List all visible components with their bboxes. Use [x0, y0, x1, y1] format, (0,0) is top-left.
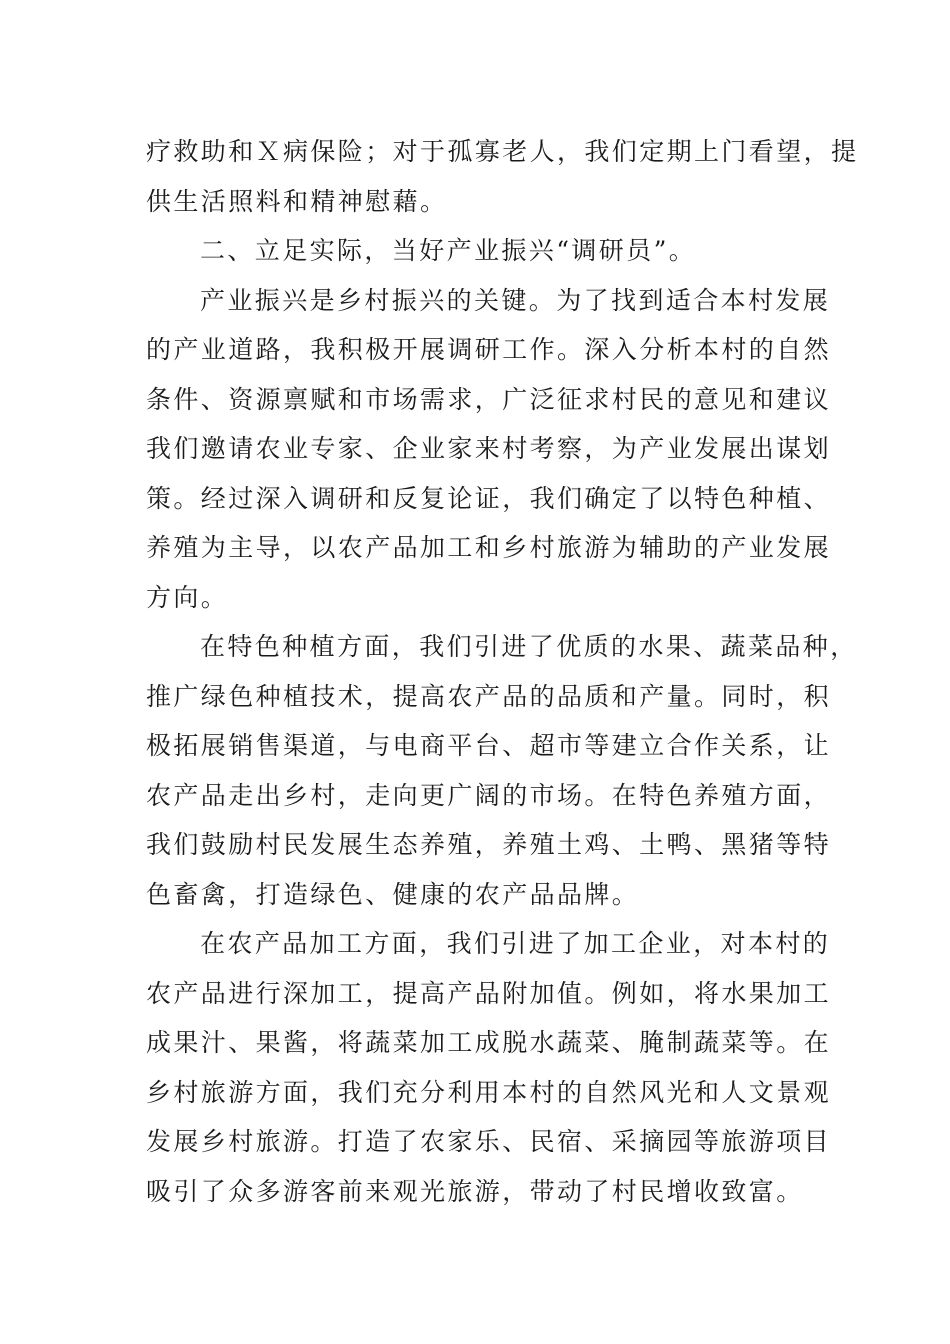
text-line: 乡村旅游方面，我们充分利用本村的自然风光和人文景观: [146, 1077, 832, 1107]
text-line: 的产业道路，我积极开展调研工作。深入分析本村的自然: [146, 335, 832, 364]
text-line: 农产品进行深加工，提高产品附加值。例如，将水果加工: [146, 978, 832, 1008]
text-line: 我们鼓励村民发展生态养殖，养殖土鸡、土鸭、黑猪等特: [146, 830, 832, 859]
text-line: 色畜禽，打造绿色、健康的农产品品牌。: [146, 879, 640, 909]
paragraph-processing-tourism: [146, 919, 832, 1216]
text-line: 条件、资源禀赋和市场需求，广泛征求村民的意见和建议: [146, 384, 832, 414]
text-line: 在特色种植方面，我们引进了优质的水果、蔬菜品种，: [200, 632, 858, 661]
text-line: 策。经过深入调研和反复论证，我们确定了以特色种植、: [146, 483, 832, 513]
text-line: 养殖为主导，以农产品加工和乡村旅游为辅助的产业发展: [146, 533, 832, 562]
text-line: 方向。: [146, 582, 229, 612]
text-line: 极拓展销售渠道，与电商平台、超市等建立合作关系，让: [146, 731, 832, 760]
text-line: 成果汁、果酱，将蔬菜加工成脱水蔬菜、腌制蔬菜等。在: [146, 1028, 832, 1057]
text-line: 供生活照料和精神慰藉。: [146, 186, 448, 216]
text-line: 疗救助和Ｘ病保险；对于孤寡老人，我们定期上门看望，提: [146, 137, 859, 166]
paragraph-special-planting: [146, 622, 858, 919]
text-line: 发展乡村旅游。打造了农家乐、民宿、采摘园等旅游项目: [146, 1127, 832, 1156]
paragraph-medical-aid: [146, 127, 859, 226]
text-line: 产业振兴是乡村振兴的关键。为了找到适合本村发展: [200, 285, 831, 315]
section-heading-industry-research: [146, 226, 816, 276]
text-line: 农产品走出乡村，走向更广阔的市场。在特色养殖方面，: [146, 780, 832, 810]
text-line: 我们邀请农业专家、企业家来村考察，为产业发展出谋划: [146, 434, 832, 463]
text-line: 推广绿色种植技术，提高农产品的品质和产量。同时，积: [146, 681, 832, 711]
text-line: 在农产品加工方面，我们引进了加工企业，对本村的: [200, 929, 831, 958]
paragraph-industry-revitalization: [146, 276, 832, 623]
section-heading: 二、立足实际，当好产业振兴“调研员”。: [200, 236, 697, 265]
text-line: 吸引了众多游客前来观光旅游，带动了村民增收致富。: [146, 1176, 804, 1206]
document-body: [146, 127, 859, 1216]
